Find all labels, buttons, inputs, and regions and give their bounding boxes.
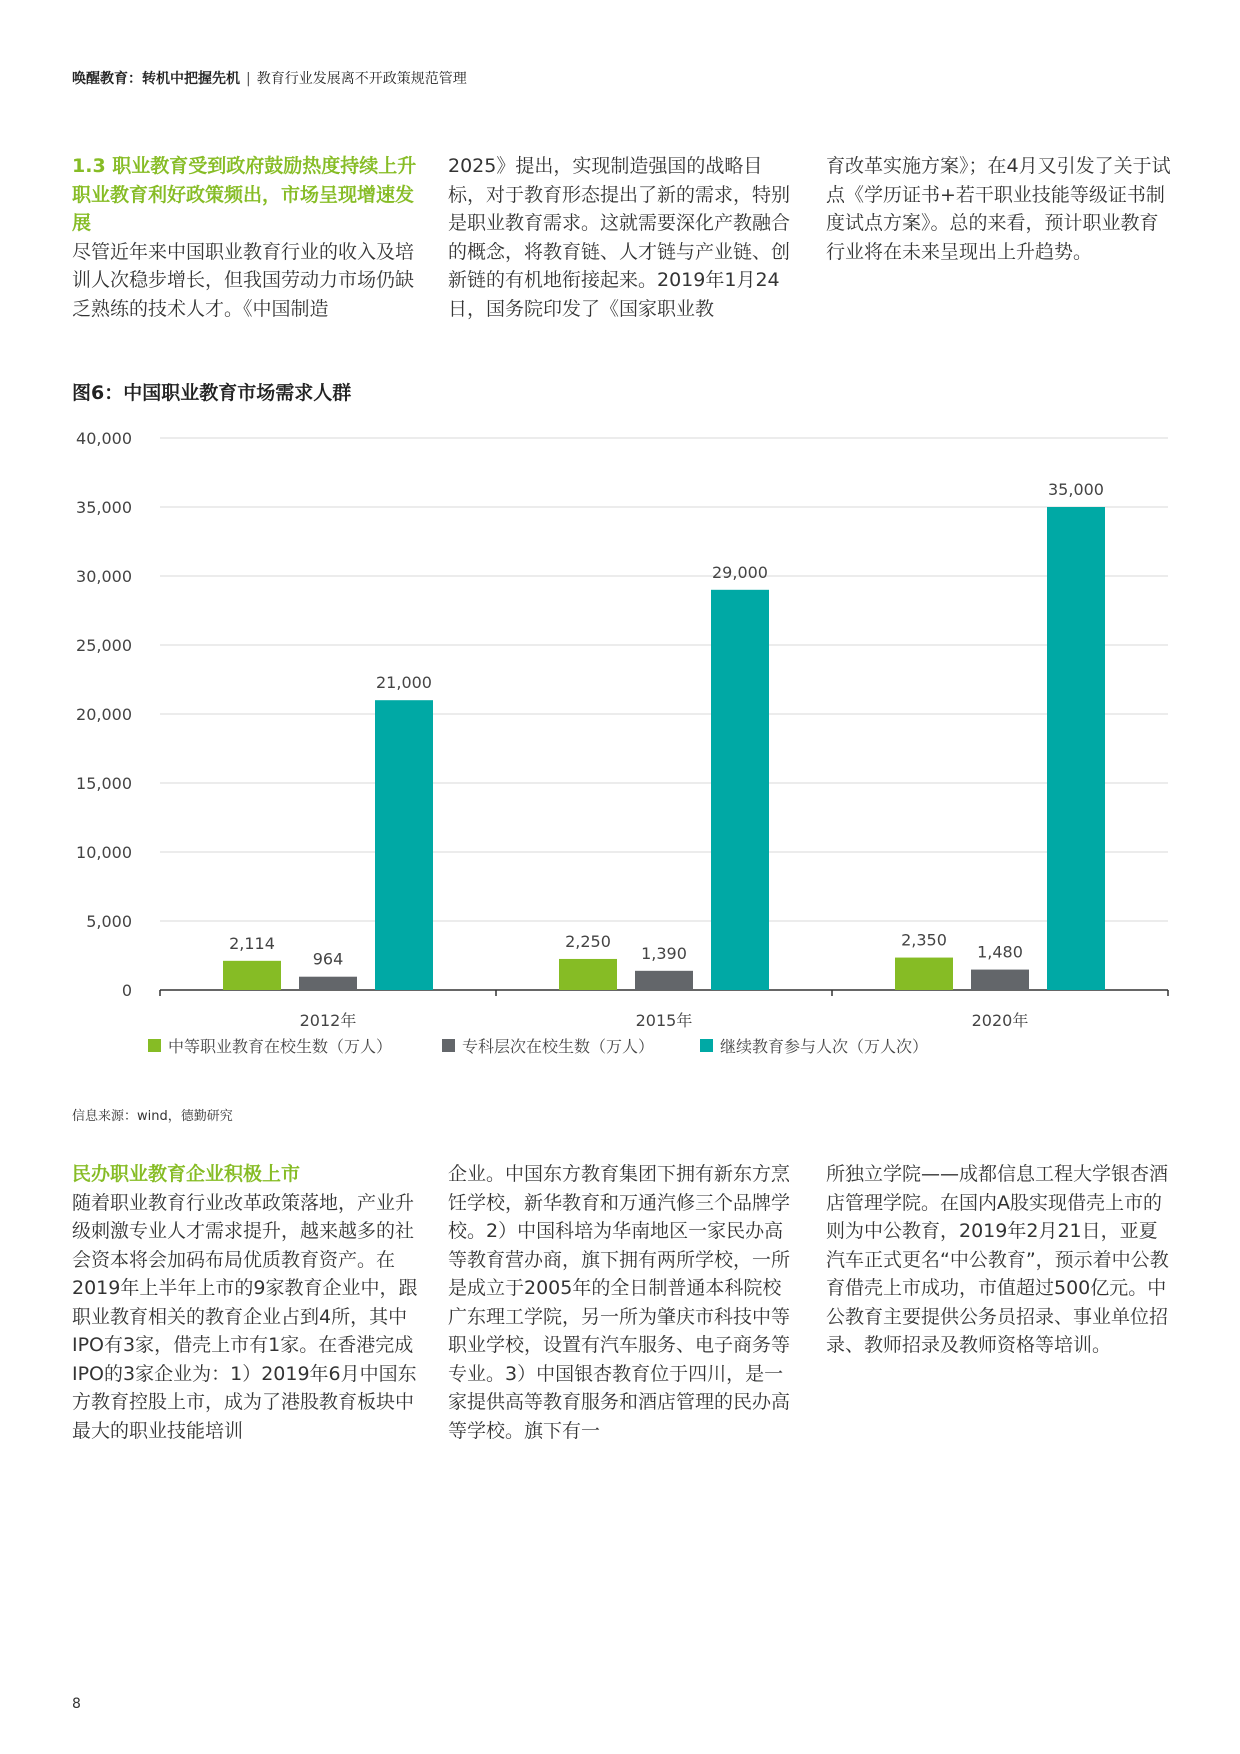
section1-column-3 [826,152,1176,266]
section1-paragraph-2: 2025》提出，实现制造强国的战略目标，对于教育形态提出了新的需求，特别是职业教育需求。这就需要深化产教融合的概念，将教育链、人才链与产业链、创新链的有机地衔接起来。2019年1月24日，国务院印发了《国家职业教 [448,155,791,320]
bar [895,958,953,990]
legend-swatch [700,1039,713,1052]
data-label: 29,000 [712,562,768,582]
header-subtitle: 教育行业发展离不开政策规范管理 [256,71,467,87]
bar [1047,507,1105,990]
data-label: 2,350 [901,930,947,950]
section1-paragraph-3: 育改革实施方案》；在4月又引发了关于试点《学历证书+若干职业技能等级证书制度试点方案》。总的来看，预计职业教育行业将在未来呈现出上升趋势。 [826,155,1171,263]
section1-paragraph-1: 尽管近年来中国职业教育行业的收入及培训人次稳步增长，但我国劳动力市场仍缺乏熟练的技术人才。《中国制造 [72,240,415,320]
y-tick-label: 25,000 [76,636,132,655]
section2-paragraph-1: 随着职业教育行业改革政策落地，产业升级刺激专业人才需求提升，越来越多的社会资本将会加码布局优质教育资产。在2019年上半年上市的9家教育企业中，跟职业教育相关的教育企业占到4所，其中IPO有3家，借壳上市有1家。在香港完成IPO的3家企业为：1）2019年6月中国东方教育控股上市，成为了港股教育板块中最大的职业技能培训 [72,1191,418,1442]
bar [559,959,617,990]
figure-title: 图6：中国职业教育市场需求人群 [72,382,352,404]
bar [375,700,433,990]
data-label: 21,000 [376,673,432,693]
running-header [72,68,467,88]
legend-swatch [148,1039,161,1052]
section2-column-3 [826,1160,1176,1360]
data-label: 2,250 [565,931,611,951]
x-tick-label: 2015年 [635,1011,693,1030]
section2-column-1 [72,1160,422,1445]
header-title: 唤醒教育：转机中把握先机 [72,71,240,87]
section2-paragraph-3: 所独立学院——成都信息工程大学银杏酒店管理学院。在国内A股实现借壳上市的则为中公教育，2019年2月21日，亚夏汽车正式更名“中公教育”，预示着中公教育借壳上市成功，市值超过500亿元。中公教育主要提供公务员招录、事业单位招录、教师招录及教师资格等培训。 [826,1163,1169,1356]
header-separator: | [246,71,251,87]
data-label: 2,114 [229,933,275,953]
bar-chart [60,420,1180,1090]
y-tick-label: 0 [121,981,132,1000]
bar [299,977,357,990]
section1-column-2 [448,152,798,323]
section1-column-1 [72,152,422,323]
y-tick-label: 10,000 [76,843,132,862]
legend-label: 中等职业教育在校生数（万人） [168,1037,393,1056]
figure-source: 信息来源：wind，德勤研究 [72,1109,233,1124]
legend-swatch [442,1039,455,1052]
y-tick-label: 5,000 [86,912,132,931]
data-label: 1,390 [641,943,687,963]
bar [971,970,1029,990]
legend-label: 专科层次在校生数（万人） [462,1037,655,1056]
y-tick-label: 15,000 [76,774,132,793]
y-tick-label: 30,000 [76,567,132,586]
page-number: 8 [72,1696,81,1712]
x-tick-label: 2012年 [299,1011,357,1030]
section2-column-2 [448,1160,798,1445]
data-label: 35,000 [1048,480,1104,499]
y-tick-label: 20,000 [76,705,132,724]
section1-heading: 1.3 职业教育受到政府鼓励热度持续上升职业教育利好政策频出，市场呈现增速发展 [72,155,417,234]
y-tick-label: 35,000 [76,498,132,517]
bar [223,961,281,990]
section2-heading: 民办职业教育企业积极上市 [72,1163,301,1185]
x-tick-label: 2020年 [971,1011,1029,1030]
data-label: 1,480 [977,942,1023,962]
section2-paragraph-2: 企业。中国东方教育集团下拥有新东方烹饪学校，新华教育和万通汽修三个品牌学校。2）中国科培为华南地区一家民办高等教育营办商，旗下拥有两所学校，一所是成立于2005年的全日制普通本科院校广东理工学院，另一所为肇庆市科技中等职业学校，设置有汽车服务、电子商务等专业。3）中国银杏教育位于四川，是一家提供高等教育服务和酒店管理的民办高等学校。旗下有一 [448,1163,791,1442]
y-tick-label: 40,000 [76,429,132,448]
data-label: 964 [312,949,344,969]
legend-label: 继续教育参与人次（万人次） [720,1037,929,1056]
bar [635,971,693,990]
bar [711,590,769,990]
